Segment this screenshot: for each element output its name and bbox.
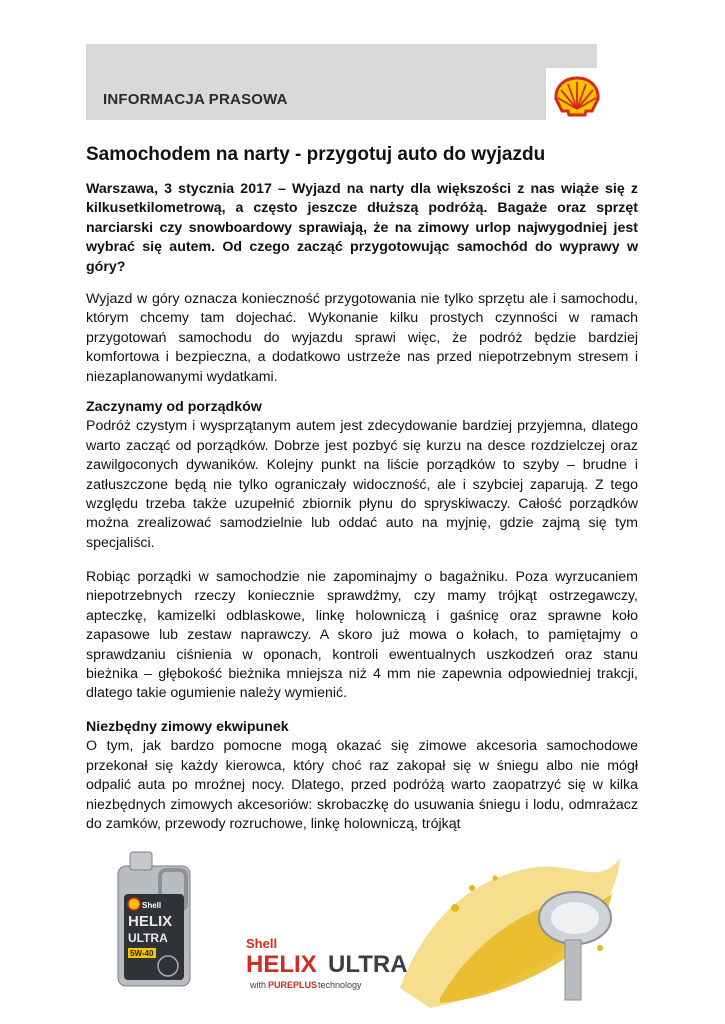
bottle-ultra: ULTRA — [128, 931, 168, 945]
header-title: INFORMACJA PRASOWA — [103, 91, 288, 108]
tagline-pureplus: PUREPLUS — [268, 980, 318, 990]
oil-bottle-image — [118, 852, 190, 986]
section-body: Podróż czystym i wysprzątanym autem jest zdecydowanie bardziej przyjemna, dlatego warto zacząć od porządków. Dobrze jest pozbyć się kurzu na desce rozdzielczej oraz zawilgoconych dywaników. Kolejny punkt na liście porządków to szyby – brudne i zatłuszczone będą nie tylko ograniczały widoczność, ale i szybciej zaparują. Z tego względu trzeba także uzupełnić zbiornik płynu do spryskiwaczy. Całość porządków można zrealizować samodzielnie lub oddać auto na myjnię, gdzie zajmą się tym specjaliści. — [86, 418, 638, 551]
bottle-brand: Shell — [142, 901, 162, 910]
oil-splash-image — [400, 858, 620, 1008]
brand-shell: Shell — [246, 936, 278, 951]
bottle-grade: 5W-40 — [130, 949, 154, 958]
section-heading: Zaczynamy od porządków — [86, 399, 262, 415]
bottle-helix: HELIX — [128, 913, 173, 930]
intro-paragraph: Wyjazd w góry oznacza konieczność przygotowania nie tylko sprzętu ale i samochodu, którym chcemy tam dojechać. Wykonanie kilku prostych czynności w ramach przygotowań samochodu do wyjazdu sprawi więc, że podróż będzie bardziej komfortowa i bezpieczna, a dodatkowo ustrzeże nas przed niepotrzebnym stresem i niezaplanowanymi wydatkami. — [86, 291, 638, 385]
header-band — [86, 44, 597, 120]
product-banner — [100, 848, 640, 1018]
section-cleaning — [86, 398, 638, 553]
trunk-paragraph: Robiąc porządki w samochodzie nie zapominajmy o bagażniku. Poza wyrzucaniem niepotrzebnych rzeczy koniecznie sprawdźmy, czy mamy trójkąt ostrzegawczy, apteczkę, kamizelki odblaskowe, linkę holowniczą i gaśnicę oraz sprawne koło zapasowe lub zestaw naprawczy. A skoro już mowa o kołach, to pamiętajmy o sprawdzaniu ciśnienia w oponach, kontroli ewentualnych uszkodzeń oraz stanu bieżnika – głębokość bieżnika mniejsza niż 4 mm nie zapewnia odpowiedniej trakcji, dlatego takie ogumienie należy wymienić. — [86, 569, 638, 702]
brand-helix: HELIX — [246, 951, 317, 978]
tagline-technology: technology — [318, 980, 362, 990]
shell-logo-icon — [552, 75, 602, 119]
tagline-with: with — [250, 980, 267, 990]
section-heading: Niezbędny zimowy ekwipunek — [86, 719, 289, 735]
document-title: Samochodem na narty - przygotuj auto do wyjazdu — [86, 144, 546, 165]
section-winter-equipment — [86, 718, 638, 834]
helix-ultra-wordmark — [246, 936, 408, 990]
section-body: O tym, jak bardzo pomocne mogą okazać się zimowe akcesoria samochodowe przekonał się każdy kierowca, który choć raz zakopał się w śniegu albo nie mógł odpalić auta po mroźnej nocy. Dlatego, przed podróżą warto zaopatrzyć się w kilka niezbędnych zimowych akcesoriów: skrobaczkę do usuwania śniegu i lodu, odmrażacz do zamków, przewody rozruchowe, linkę holowniczą, trójkąt — [86, 738, 638, 833]
brand-ultra: ULTRA — [328, 951, 408, 978]
lead-paragraph: Warszawa, 3 stycznia 2017 – Wyjazd na narty dla większości z nas wiąże się z kilkusetkilometrową, a często jeszcze dłuższą podróżą. Bagaże oraz sprzęt narciarski czy snowboardowy sprawiają, że na zimowy urlop najwygodniej jest wybrać się autem. Od czego zacząć przygotowując samochód do wyprawy w góry? — [86, 181, 638, 275]
